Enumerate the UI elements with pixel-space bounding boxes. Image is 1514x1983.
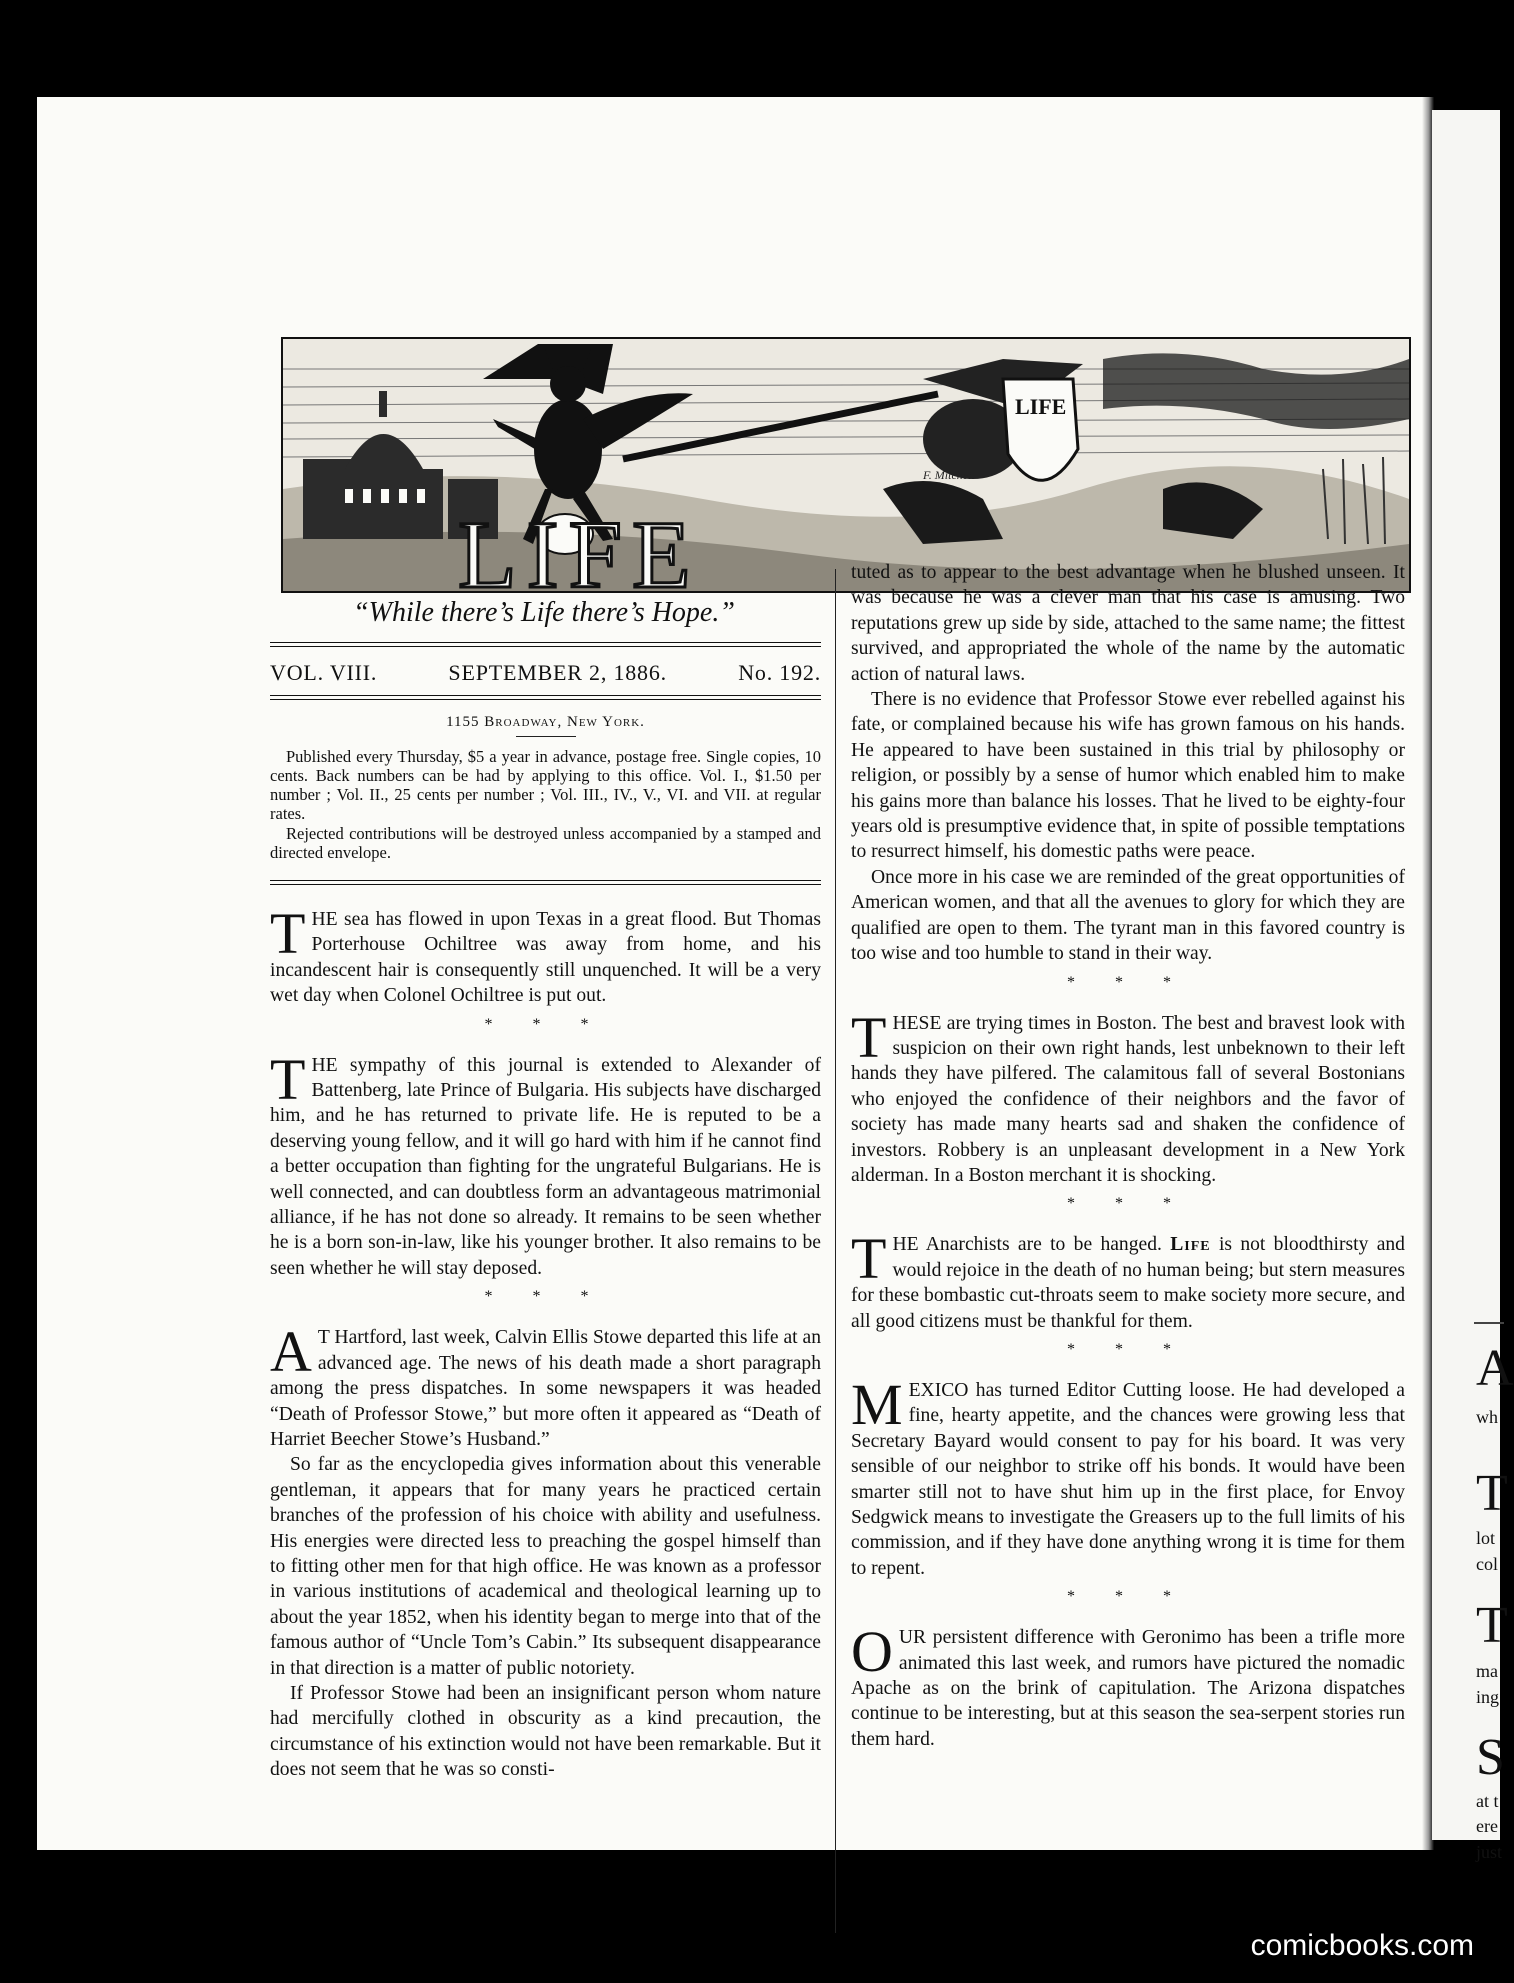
adjacent-fragment: A — [1476, 1340, 1514, 1397]
paragraph-geronimo — [851, 1619, 1405, 1752]
drop-cap: A — [270, 1319, 312, 1385]
artist-signature: F. Mitchell — [923, 468, 975, 482]
drop-cap: T — [270, 1046, 306, 1112]
paragraph-stowe-insignificant: If Professor Stowe had been an insignificant person whom nature had mercifully clothed in obscurity as a kind precaution, the circumstance of his extinction would not have been remarkable. But it does not seem that he was so consti- — [270, 1682, 821, 1781]
paragraph-text: is not bloodthirsty and would rejoice in the death of no human being; but stern measures for these bombastic cut-throats seem to make society more secure, and all good citizens must be thankful for them. — [851, 1234, 1405, 1332]
paragraph-stowe-encyclopedia: So far as the encyclopedia gives information about this venerable gentleman, it appears that for many years he practiced certain branches of the profession of his choice with ability and usefulness. His energies were directed less to preaching the gospel himself than to fitting other men for that high office. He was known as a professor in various institutions of academical and theological learning up to about the year 1852, when his identity began to merge into that of the famous author of “Uncle Tom’s Cabin.” Its subsequent disappearance in that direction is a matter of public notoriety. — [270, 1454, 821, 1679]
section-separator: * * * — [484, 1015, 607, 1033]
adjacent-fragment: T — [1476, 1597, 1508, 1654]
volume-number: VOL. VIII. — [270, 660, 378, 685]
left-column — [270, 642, 821, 1783]
office-address: 1155 Broadway, New York. — [446, 714, 645, 730]
paragraph-text: HESE are trying times in Boston. The best and bravest look with suspicion on their own right hands, lest unbeknown to their left hands they have pilfered. The calamitous fall of several Bostonians who enjoyed the confidence of their neighbors and the favor of society has made many hearts sad and shaken the confidence of investors. Robbery is an unpleasant development in a New York alderman. In a Boston merchant it is shocking. — [851, 1012, 1405, 1186]
paragraph-texas-flood — [270, 901, 821, 1009]
issue-date: SEPTEMBER 2, 1886. — [448, 660, 667, 685]
paragraph-anarchists — [851, 1226, 1405, 1334]
masthead-illustration — [281, 337, 1411, 608]
column-rule — [835, 569, 836, 1933]
masthead-motto: “While there’s Life there’s Hope.” — [353, 597, 735, 628]
life-name: Life — [1170, 1234, 1211, 1256]
drop-cap: O — [851, 1619, 893, 1685]
paragraph-stowe-women: Once more in his case we are reminded of the great opportunities of American women, and that all the avenues to glory for which they are qualified are open to them. The tyrant man in this favored country is too wise and too humble to stand in their way. — [851, 866, 1405, 965]
paragraph-text: UR persistent difference with Geronimo has been a trifle more animated this last week, and rumors have pictured the nomadic Apache as on the brink of capitulation. The Arizona dispatches continue to be interesting, but at this season the sea-serpent stories run them hard. — [851, 1627, 1405, 1750]
paragraph-text: T Hartford, last week, Calvin Ellis Stowe departed this life at an advanced age. The news of his death made a short paragraph among the press dispatches. In some newspapers it was headed “Death of Professor Stowe,” but more often it appeared as “Death of Harriet Beecher Stowe’s Husband.” — [270, 1327, 821, 1450]
adjacent-fragment: S — [1476, 1729, 1505, 1786]
adjacent-fragment: at t — [1476, 1791, 1499, 1811]
paragraph-bulgaria — [270, 1046, 821, 1282]
publishing-terms: Published every Thursday, $5 a year in advance, postage free. Single copies, 10 cents. Back numbers can be had by applying to this office. Vol. I., $1.50 per number ; Vol. II., 25 cents per number ; Vol. III., IV., V., VI. and VII. at regular rates. — [270, 747, 821, 823]
section-separator: * * * — [484, 1288, 607, 1306]
adjacent-page-edge — [1432, 110, 1514, 1862]
section-separator: * * * — [1067, 1195, 1189, 1213]
adjacent-fragment: ere — [1476, 1816, 1498, 1836]
drop-cap: M — [851, 1371, 903, 1437]
paragraph-text: EXICO has turned Editor Cutting loose. He had developed a fine, hearty appetite, and the chances were growing less that Secretary Bayard would consent to pay for his board. It was very sensible of our neighbor to strike off his bonds. It would have been smarter still not to have shut him up in the first place, for Envoy Sedgwick means to investigate the Greasers up to the full limits of his commission, and if they have done anything wrong it is time for them to repent. — [851, 1379, 1405, 1579]
double-rule — [270, 880, 821, 885]
magazine-page — [37, 97, 1442, 1850]
paragraph-boston — [851, 1004, 1405, 1189]
shield-label: LIFE — [1015, 394, 1067, 419]
adjacent-fragment: wh — [1476, 1407, 1498, 1427]
adjacent-rule — [1474, 1322, 1504, 1324]
drop-cap: T — [851, 1226, 887, 1292]
adjacent-fragment: lot — [1476, 1528, 1496, 1548]
paragraph-stowe-evidence: There is no evidence that Professor Stowe ever rebelled against his fate, or complained because his wife has grown famous on his hands. He appeared to have been sustained in this trial by philosophy or religion, or possibly by a sense of humor which enabled him to make his gains more than balance his losses. That he lived to be eighty-four years old is presumptive evidence that, in spite of possible temptations to resurrect himself, his domestic paths were peace. — [851, 689, 1405, 863]
paragraph-text: HE Anarchists are to be hanged. — [892, 1234, 1162, 1256]
issue-line — [270, 647, 821, 695]
masthead-title: LIFE — [458, 501, 701, 608]
paragraph-text: HE sympathy of this journal is extended to Alexander of Battenberg, late Prince of Bulgaria. His subjects have discharged him, and he has returned to private life. He is reputed to be a deserving young fellow, and it will go hard with him if he cannot find a better occupation than fighting for the ungrateful Bulgarians. He is well connected, and can doubtless form an advantageous matrimonial alliance, if he has not done so already. It remains to be seen whether he is a born son-in-law, like his younger brother. It also remains to be seen whether he will stay deposed. — [270, 1054, 821, 1279]
paragraph-stowe-intro — [270, 1319, 821, 1452]
short-rule — [516, 736, 576, 737]
right-column — [851, 560, 1405, 1752]
issue-number: No. 192. — [738, 660, 821, 685]
adjacent-fragment: ing — [1476, 1687, 1500, 1707]
adjacent-fragment: just — [1476, 1842, 1503, 1862]
adjacent-fragment: col — [1476, 1554, 1498, 1574]
drop-cap: T — [270, 901, 306, 966]
paragraph-stowe-continued: tuted as to appear to the best advantage when he blushed unseen. It was because he was a clever man that his case is amusing. Two reputations grew up side by side, attached to the same name; the fittest survived, and appropriated the whole of the name by the automatic action of natural laws. — [851, 562, 1405, 685]
double-rule — [270, 695, 821, 700]
adjacent-fragment: ma — [1476, 1661, 1498, 1681]
contributions-notice: Rejected contributions will be destroyed unless accompanied by a stamped and directed envelope. — [270, 824, 821, 862]
paragraph-text: HE sea has flowed in upon Texas in a great flood. But Thomas Porterhouse Ochiltree was away from home, and his incandescent hair is consequently still unquenched. It will be a very wet day when Colonel Ochiltree is put out. — [270, 909, 821, 1007]
section-separator: * * * — [1067, 1340, 1189, 1358]
adjacent-fragment: T — [1476, 1465, 1508, 1522]
watermark: comicbooks.com — [1250, 1929, 1474, 1962]
drop-cap: T — [851, 1004, 887, 1070]
section-separator: * * * — [1067, 1588, 1189, 1606]
section-separator: * * * — [1067, 973, 1189, 991]
paragraph-mexico — [851, 1371, 1405, 1581]
